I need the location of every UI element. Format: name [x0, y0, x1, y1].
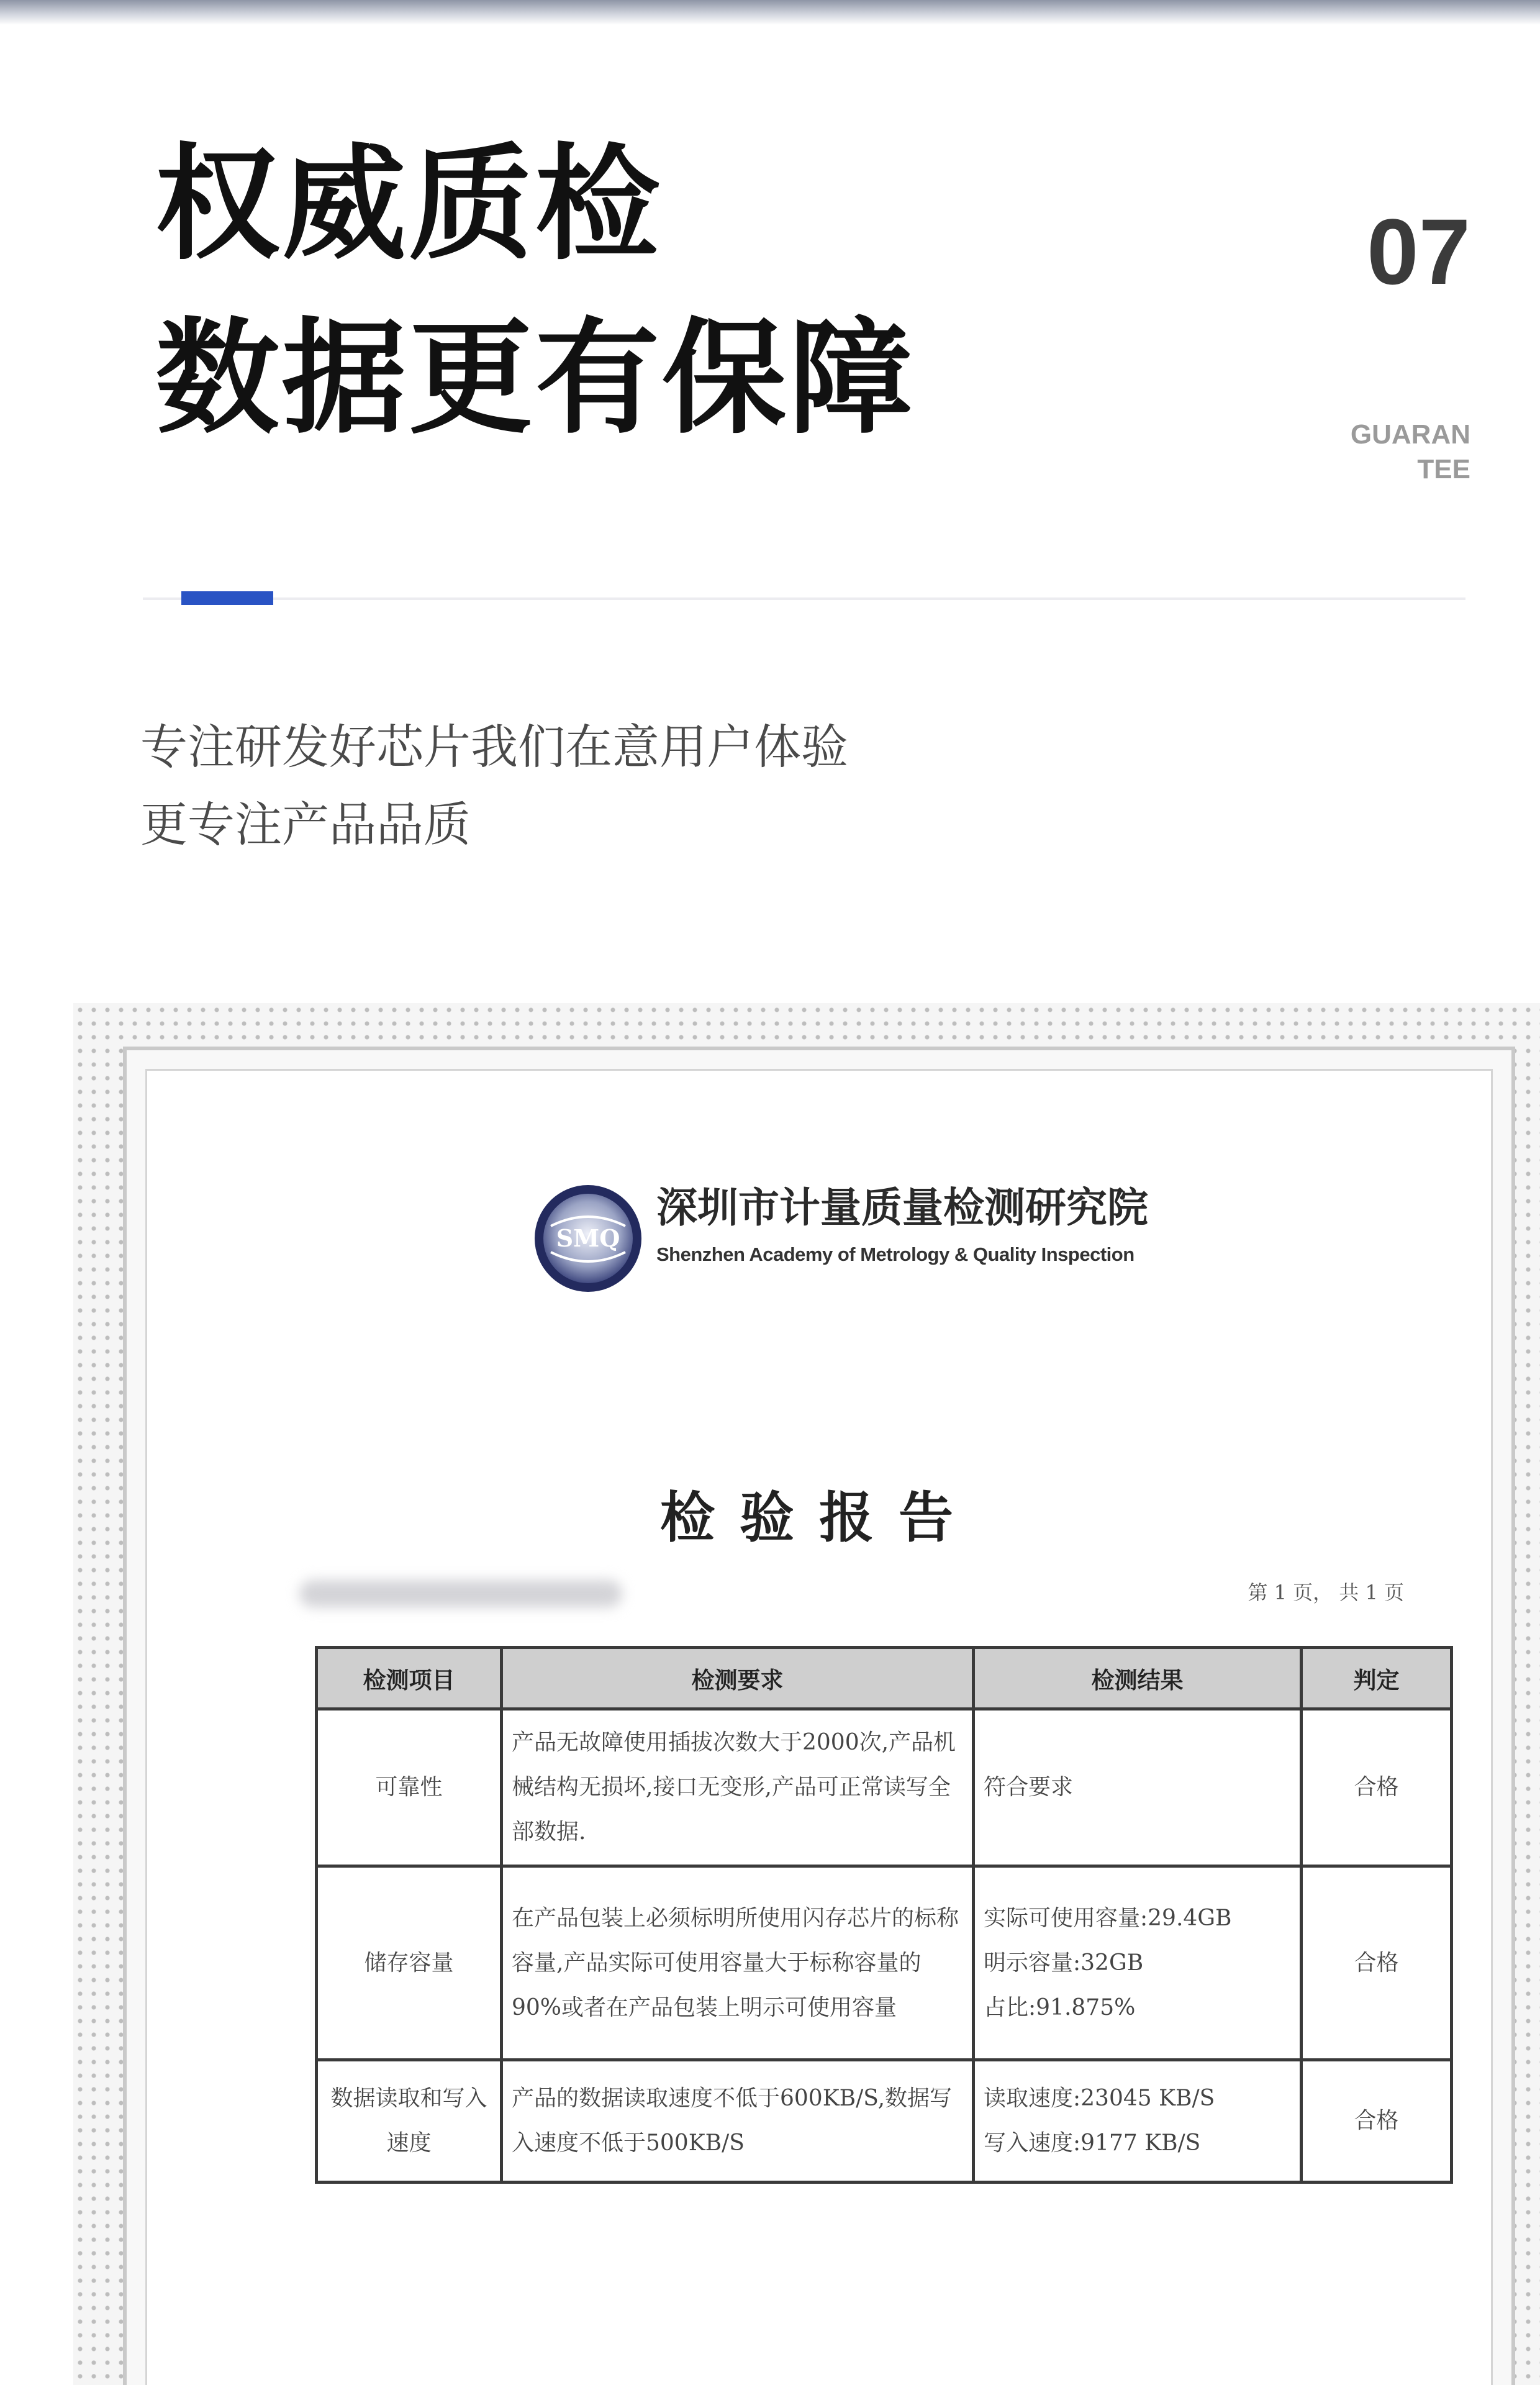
institute-name-en: Shenzhen Academy of Metrology & Quality Inspection [656, 1243, 1135, 1265]
cell-result: 读取速度:23045 KB/S 写入速度:9177 KB/S [974, 2060, 1302, 2183]
headline-line-1: 权威质检 [155, 132, 663, 277]
inspection-results-table [315, 1646, 1453, 2184]
certificate-outer-frame [123, 1047, 1515, 2385]
cell-verdict: 合格 [1302, 1866, 1452, 2060]
certificate-inner-frame [145, 1069, 1493, 2385]
cell-item: 可靠性 [317, 1709, 502, 1866]
cell-requirement: 在产品包装上必须标明所使用闪存芯片的标称容量,产品实际可使用容量大于标称容量的90%或者在产品包装上明示可使用容量 [502, 1866, 974, 2060]
certificate-body [147, 1071, 1491, 2385]
section-number: 07 [1367, 199, 1470, 304]
cell-verdict: 合格 [1302, 2060, 1452, 2183]
cell-result: 符合要求 [974, 1709, 1302, 1866]
certificate-border [73, 1003, 1540, 2385]
institute-logo [532, 1183, 1215, 1307]
headline-line-2: 数据更有保障 [155, 306, 916, 451]
cell-verdict: 合格 [1302, 1709, 1452, 1866]
cell-requirement: 产品的数据读取速度不低于600KB/S,数据写入速度不低于500KB/S [502, 2060, 974, 2183]
table-row [317, 1709, 1452, 1866]
divider-line [143, 597, 1465, 600]
cell-result: 实际可使用容量:29.4GB 明示容量:32GB 占比:91.875% [974, 1866, 1302, 2060]
smq-seal-icon [532, 1183, 644, 1294]
section-word: GUARAN TEE [1350, 419, 1470, 484]
institute-name-cn: 深圳市计量质量检测研究院 [656, 1184, 1148, 1232]
table-header-row [317, 1648, 1452, 1709]
cell-item: 数据读取和写入速度 [317, 2060, 502, 2183]
cell-item: 储存容量 [317, 1866, 502, 2060]
cell-requirement: 产品无故障使用插拔次数大于2000次,产品机械结构无损坏,接口无变形,产品可正常读写全部数据. [502, 1709, 974, 1866]
header-item: 检测项目 [317, 1648, 502, 1709]
top-shadow [0, 0, 1540, 25]
table-row [317, 1866, 1452, 2060]
divider-accent [181, 591, 273, 605]
intro-line-2: 更专注产品品质 [140, 797, 471, 852]
report-number-redacted [299, 1580, 622, 1607]
report-title: 检验报告 [659, 1486, 978, 1550]
header-requirement: 检测要求 [502, 1648, 974, 1709]
svg-text:SMQ: SMQ [556, 1224, 620, 1252]
header-verdict: 判定 [1302, 1648, 1452, 1709]
intro-line-1: 专注研发好芯片我们在意用户体验 [140, 719, 848, 775]
table-row [317, 2060, 1452, 2183]
header-result: 检测结果 [974, 1648, 1302, 1709]
page-indicator: 第 1 页， 共 1 页 [1248, 1581, 1404, 1604]
